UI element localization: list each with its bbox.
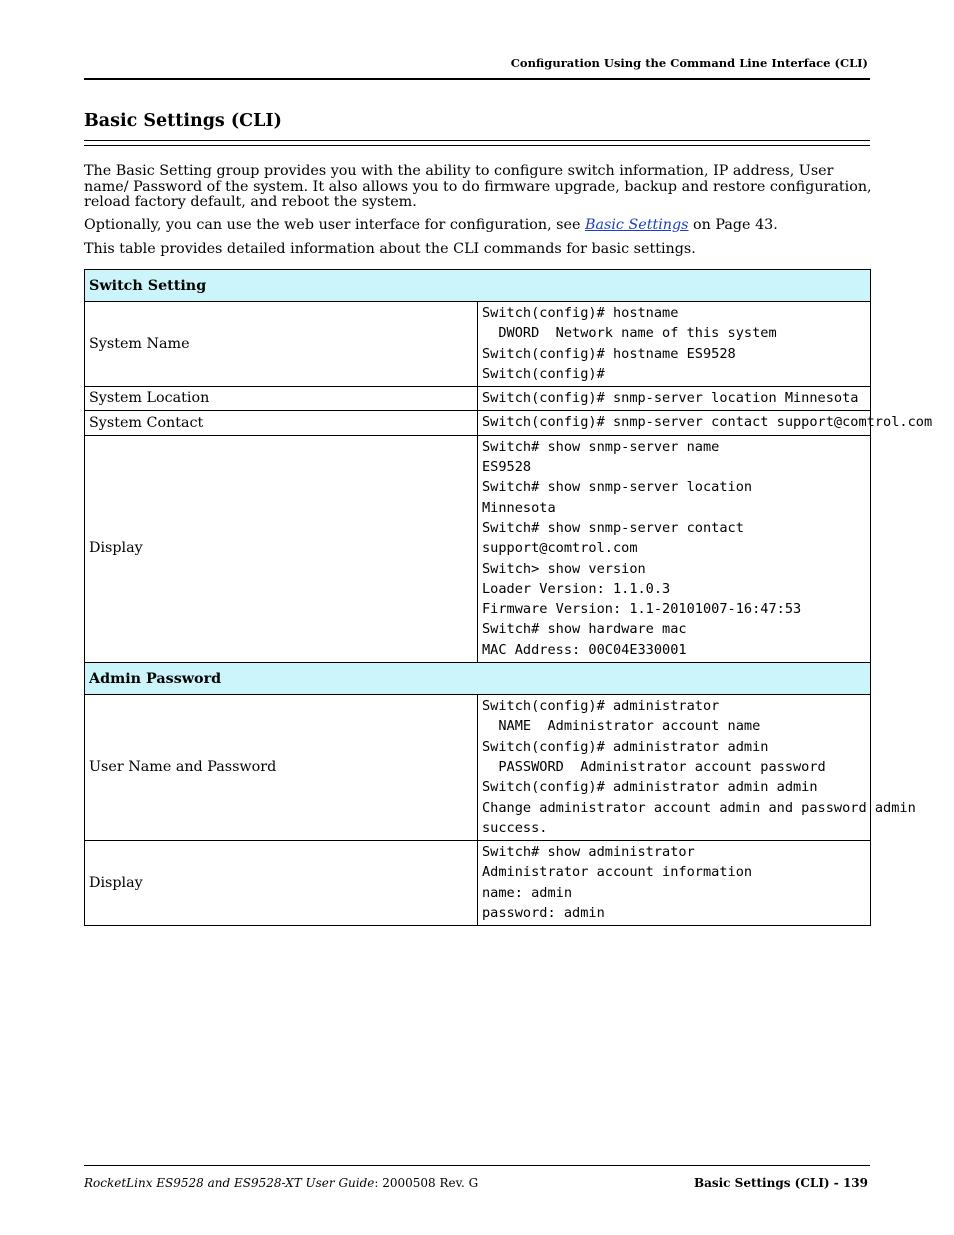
cli-code-block: [478, 302, 871, 387]
cli-code-line: DWORD Network name of this system: [482, 325, 777, 342]
table-row: [85, 841, 871, 926]
section-title: Basic Settings (CLI): [84, 111, 282, 131]
optional-text-after: on Page 43.: [688, 217, 778, 233]
table-row: [85, 695, 871, 841]
cli-code-line: Change administrator account admin and password admin: [482, 799, 916, 816]
cli-code-line: PASSWORD Administrator account password: [482, 758, 826, 775]
table-row: [85, 435, 871, 662]
optional-text-before: Optionally, you can use the web user interface for configuration, see: [84, 217, 585, 233]
cli-code-line: Switch(config)# administrator admin: [482, 738, 769, 755]
table-group-header: [85, 663, 871, 695]
cli-code-line: Switch# show snmp-server contact: [482, 519, 744, 536]
cli-code-line: Switch(config)#: [482, 365, 605, 382]
cli-code-line: Switch(config)# snmp-server contact support@comtrol.com: [482, 414, 933, 431]
cli-code-line: Switch(config)# administrator admin admin: [482, 779, 818, 796]
table-row: [85, 411, 871, 435]
group-title: Switch Setting: [85, 270, 871, 302]
table-row: [85, 387, 871, 411]
row-label: System Contact: [85, 411, 478, 435]
cli-code-block: [478, 695, 916, 841]
cli-code-line: Firmware Version: 1.1-20101007-16:47:53: [482, 601, 802, 618]
footer-guide-title: RocketLinx ES9528 and ES9528-XT User Guide: [84, 1176, 375, 1190]
cli-code-line: Switch(config)# administrator: [482, 698, 720, 715]
basic-settings-link[interactable]: Basic Settings: [584, 217, 689, 233]
footer-guide: [84, 1176, 478, 1190]
row-label: System Location: [85, 387, 478, 411]
footer-doc-number: : 2000508 Rev. G: [374, 1176, 479, 1190]
row-label: System Name: [85, 302, 478, 387]
cli-code-line: support@comtrol.com: [482, 540, 638, 557]
cli-code-block: [478, 841, 871, 926]
header-rule: [84, 78, 870, 80]
cli-code-line: Switch# show snmp-server location: [482, 479, 753, 496]
cli-code-line: ES9528: [482, 459, 532, 476]
table-group-header: [85, 270, 871, 302]
row-label: Display: [85, 841, 478, 926]
table-intro-paragraph: This table provides detailed information about the CLI commands for basic settings.: [84, 241, 696, 257]
footer-page-label: Basic Settings (CLI) - 139: [693, 1176, 868, 1190]
cli-code-line: Switch# show snmp-server name: [482, 438, 720, 455]
table-row: [85, 302, 871, 387]
cli-code-line: NAME Administrator account name: [482, 718, 761, 735]
cli-code-block: [478, 411, 933, 435]
row-label: User Name and Password: [85, 695, 478, 841]
cli-code-line: success.: [482, 819, 548, 836]
cli-code-block: [478, 435, 871, 662]
cli-code-line: Switch# show administrator: [482, 844, 695, 861]
cli-code-line: Minnesota: [482, 499, 556, 516]
cli-code-block: [478, 387, 871, 411]
cli-code-line: Loader Version: 1.1.0.3: [482, 580, 671, 597]
cli-code-line: Switch> show version: [482, 560, 646, 577]
cli-code-line: Switch(config)# hostname: [482, 305, 679, 321]
title-rule: [84, 140, 870, 141]
cli-code-line: MAC Address: 00C04E330001: [482, 641, 687, 658]
running-header: Configuration Using the Command Line Interface (CLI): [510, 56, 868, 70]
cli-code-line: Switch# show hardware mac: [482, 621, 687, 638]
cli-code-line: Switch(config)# snmp-server location Minnesota: [482, 390, 859, 407]
group-title: Admin Password: [85, 663, 871, 695]
cli-code-line: Administrator account information: [482, 864, 753, 881]
footer-rule: [84, 1165, 870, 1166]
cli-commands-table: [84, 269, 933, 926]
row-label: Display: [85, 435, 478, 662]
intro-paragraph: The Basic Setting group provides you with the ability to configure switch information, IP address, User name/ Password of the system. It also allows you to do firmware upgrade, backup and restore configuration, reload factory default, and reboot the system.: [84, 163, 872, 211]
title-rule-secondary: [84, 145, 870, 146]
cli-code-line: password: admin: [482, 905, 605, 922]
optional-paragraph: [84, 218, 872, 234]
cli-code-line: Switch(config)# hostname ES9528: [482, 345, 736, 362]
cli-code-line: name: admin: [482, 884, 573, 901]
